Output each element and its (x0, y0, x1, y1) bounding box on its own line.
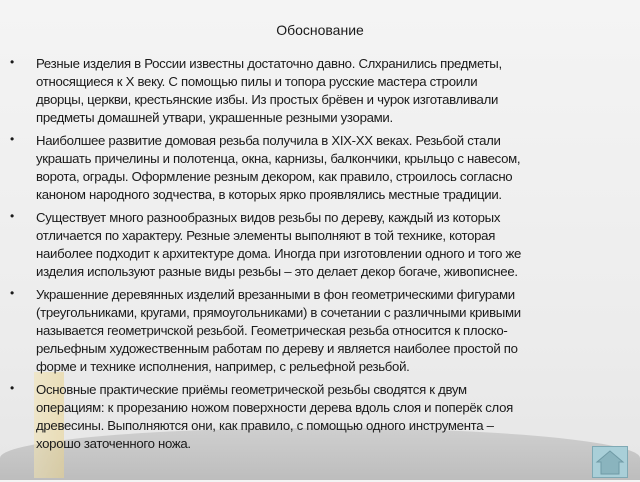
bullet-marker: • (10, 286, 15, 300)
home-button[interactable] (592, 446, 628, 478)
bullet-text-line: относящиеся к X веку. С помощью пилы и топора русские мастера строили (36, 74, 478, 89)
bullet-text-line: отличается по характеру. Резные элементы выполняют в той технике, которая (36, 228, 496, 243)
bullet-text-line: наиболее подходит к архитектуре дома. Иногда при изготовлении одного и того же (36, 246, 522, 261)
bullet-text-line: (треугольниками, кругами, прямоугольниками) в сочетании с различными кривыми (36, 305, 521, 320)
slide-title: Обоснование (276, 22, 364, 38)
bullet-item (10, 209, 635, 281)
bullet-text-line: украшать причелины и полотенца, окна, карнизы, балкончики, крыльцо с навесом, (36, 151, 521, 166)
bullet-item (10, 381, 635, 453)
bullet-marker: • (10, 209, 15, 223)
bullet-text-line: дворцы, церкви, крестьянские избы. Из простых брёвен и чурок изготавливали (36, 92, 499, 107)
bullet-text-line: древесины. Выполняются они, как правило, с помощью одного инструмента – (36, 418, 494, 433)
bullet-list (10, 55, 635, 458)
bullet-text-line: операциям: к прорезанию ножом поверхности дерева вдоль слоя и поперёк слоя (36, 400, 513, 415)
bullet-marker: • (10, 55, 15, 69)
bullet-text-line: Существует много разнообразных видов резьбы по дереву, каждый из которых (36, 210, 501, 225)
bullet-text-line: каноном народного зодчества, в которых ярко проявлялись местные традиции. (36, 187, 502, 202)
bullet-text-line: изделия используют разные виды резьбы – это делает декор богаче, живописнее. (36, 264, 518, 279)
bullet-item (10, 55, 635, 127)
bullet-text-line: предметы домашней утвари, украшенные резными узорами. (36, 110, 393, 125)
bullet-text-line: Украшенние деревянных изделий врезанными в фон геометрическими фигурами (36, 287, 515, 302)
bullet-text-line: рельефным художественным работам по дереву и является наиболее простой по (36, 341, 518, 356)
bullet-item (10, 286, 635, 376)
bullet-text-line: ворота, ограды. Оформление резным декором, как правило, строилось согласно (36, 169, 513, 184)
bullet-text-line: форме и технике исполнения, например, с рельефной резьбой. (36, 359, 410, 374)
bullet-text-line: Наиболшее развитие домовая резьба получила в XIX-XX веках. Резьбой стали (36, 133, 501, 148)
bullet-marker: • (10, 132, 15, 146)
home-icon (593, 447, 627, 477)
bullet-text-line: Резные изделия в России известны достаточно давно. Слхранились предметы, (36, 56, 502, 71)
bullet-text-line: называется геометричской резьбой. Геометрическая резьба относится к плоско- (36, 323, 508, 338)
bullet-item (10, 132, 635, 204)
bullet-text-line: Основные практические приёмы геометрической резьбы сводятся к двум (36, 382, 467, 397)
bullet-marker: • (10, 381, 15, 395)
bullet-text-line: хорошо заточенного ножа. (36, 436, 191, 451)
